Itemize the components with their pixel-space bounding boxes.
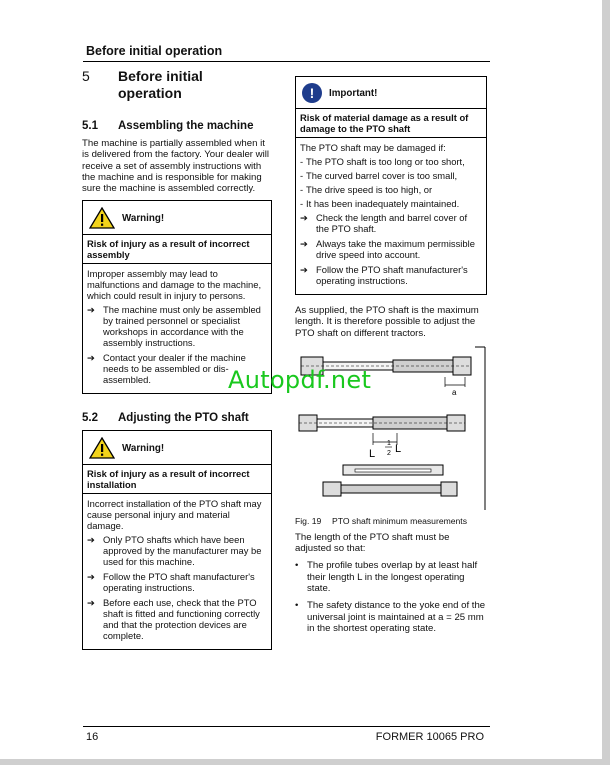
warning-triangle-icon [89, 437, 115, 459]
warning-header [83, 431, 271, 465]
important-label: Important! [329, 87, 378, 99]
right-column [295, 76, 487, 640]
chapter-number: 5 [82, 68, 90, 84]
adjust-bullet [295, 600, 487, 634]
warning-item [87, 571, 267, 593]
important-item-text: Always take the maximum permissible drive speed into account. [316, 238, 475, 260]
warning-header [83, 201, 271, 235]
fraction-numerator: 1 [387, 439, 391, 447]
warning-text: Improper assembly may lead to malfunctions and damage to the machine, which could result in injury to persons. [87, 268, 262, 302]
important-box [295, 76, 487, 295]
condition-item: - The PTO shaft is too long or too short, [300, 156, 465, 167]
figure-caption-text: PTO shaft minimum measurements [332, 515, 467, 526]
bullet-icon: • [295, 600, 299, 612]
product-name: FORMER 10065 PRO [375, 731, 484, 743]
supplied-paragraph: As supplied, the PTO shaft is the maximum length. It is therefore possible to adjust the PTO shaft on different tractors. [295, 305, 479, 339]
section-title: Adjusting the PTO shaft [118, 412, 249, 425]
important-title: Risk of material damage as a result of damage to the PTO shaft [296, 112, 486, 138]
condition-item: - The drive speed is too high, or [300, 184, 433, 195]
warning-item-text: The machine must only be assembled by trained personnel or specialist workshops in accordance with the assembly instructions. [103, 304, 261, 349]
arrow-icon: ➔ [300, 212, 308, 223]
section-number: 5.2 [82, 412, 98, 425]
condition-item: - The curved barrel cover is too small, [300, 170, 458, 181]
adjust-bullet-text: The safety distance to the yoke end of the universal joint is maintained at a = 25 mm in the shortest operating state. [307, 600, 486, 634]
warning-label: Warning! [122, 212, 165, 224]
important-item-text: Follow the PTO shaft manufacturer's operating instructions. [316, 264, 468, 286]
pto-shaft-bottom [323, 465, 457, 496]
condition-item: - It has been inadequately maintained. [300, 198, 460, 209]
arrow-icon: ➔ [87, 597, 95, 609]
chapter-title: Before initial operation [118, 68, 203, 101]
warning-item [87, 597, 267, 641]
important-item-text: Check the length and barrel cover of the PTO shaft. [316, 212, 468, 234]
section-heading-5-2 [82, 412, 272, 424]
warning-triangle-icon [89, 207, 115, 229]
important-item [300, 238, 482, 260]
page-edge-bottom [0, 759, 610, 765]
important-item [300, 264, 482, 286]
important-intro: The PTO shaft may be damaged if: [300, 142, 446, 153]
figure-number: Fig. 19 [295, 515, 322, 526]
adjust-bullet-text: The profile tubes overlap by at least half their length L in the longest operating state. [307, 560, 478, 595]
adjust-bullet [295, 560, 487, 594]
warning-body [83, 465, 271, 649]
section-number: 5.1 [82, 120, 98, 132]
warning-item-text: Contact your dealer if the machine needs to be assembled or dis-assembled. [103, 352, 246, 386]
header-rule [83, 61, 490, 62]
dimension-a-label: a [452, 387, 457, 397]
warning-item [87, 534, 267, 567]
warning-label: Warning! [122, 442, 165, 454]
warning-item-text: Before each use, check that the PTO shaft is fitted and functioning correctly and that the protection devices are complete. [103, 597, 260, 642]
footer-rule [83, 726, 490, 727]
arrow-icon: ➔ [300, 238, 308, 249]
dimension-L-label: L [369, 447, 376, 460]
assembly-paragraph: The machine is partially assembled when it is delivered from the factory. Your dealer will receive a set of assembly instructions with the machine and is responsible for making sure the machine is assembled correctly. [82, 138, 269, 195]
important-header [296, 77, 486, 109]
arrow-icon: ➔ [87, 571, 95, 583]
fraction-denominator: 2 [387, 449, 391, 457]
warning-title: Risk of injury as a result of incorrect assembly [83, 238, 271, 264]
section-title: Assembling the machine [118, 120, 254, 132]
arrow-icon: ➔ [300, 264, 308, 275]
warning-item-text: Follow the PTO shaft manufacturer's operating instructions. [103, 571, 255, 594]
section-heading-5-1 [82, 120, 272, 132]
pto-shaft-middle [299, 415, 465, 460]
warning-title: Risk of injury as a result of incorrect installation [83, 468, 271, 494]
page-number: 16 [86, 731, 99, 743]
arrow-icon: ➔ [87, 304, 95, 316]
dimension-half-L-label: L [395, 442, 402, 455]
adjust-intro: The length of the PTO shaft must be adjusted so that: [295, 531, 450, 555]
figure-caption [295, 516, 487, 526]
arrow-icon: ➔ [87, 534, 95, 546]
warning-box-installation [82, 430, 272, 650]
important-body [296, 109, 486, 294]
warning-item-text: Only PTO shafts which have been approved by the manufacturer may be used for this machine. [103, 534, 262, 568]
left-column [82, 68, 272, 650]
chapter-heading [82, 68, 272, 102]
important-item [300, 212, 482, 234]
bullet-icon: • [295, 560, 299, 572]
watermark: Autopdf.net [228, 366, 372, 394]
arrow-icon: ➔ [87, 352, 95, 364]
page-edge-right [602, 0, 610, 765]
warning-text: Incorrect installation of the PTO shaft may cause personal injury and material damage. [87, 498, 262, 532]
warning-item [87, 304, 267, 348]
exclamation-icon: ! [302, 83, 322, 103]
running-head: Before initial operation [86, 44, 223, 58]
